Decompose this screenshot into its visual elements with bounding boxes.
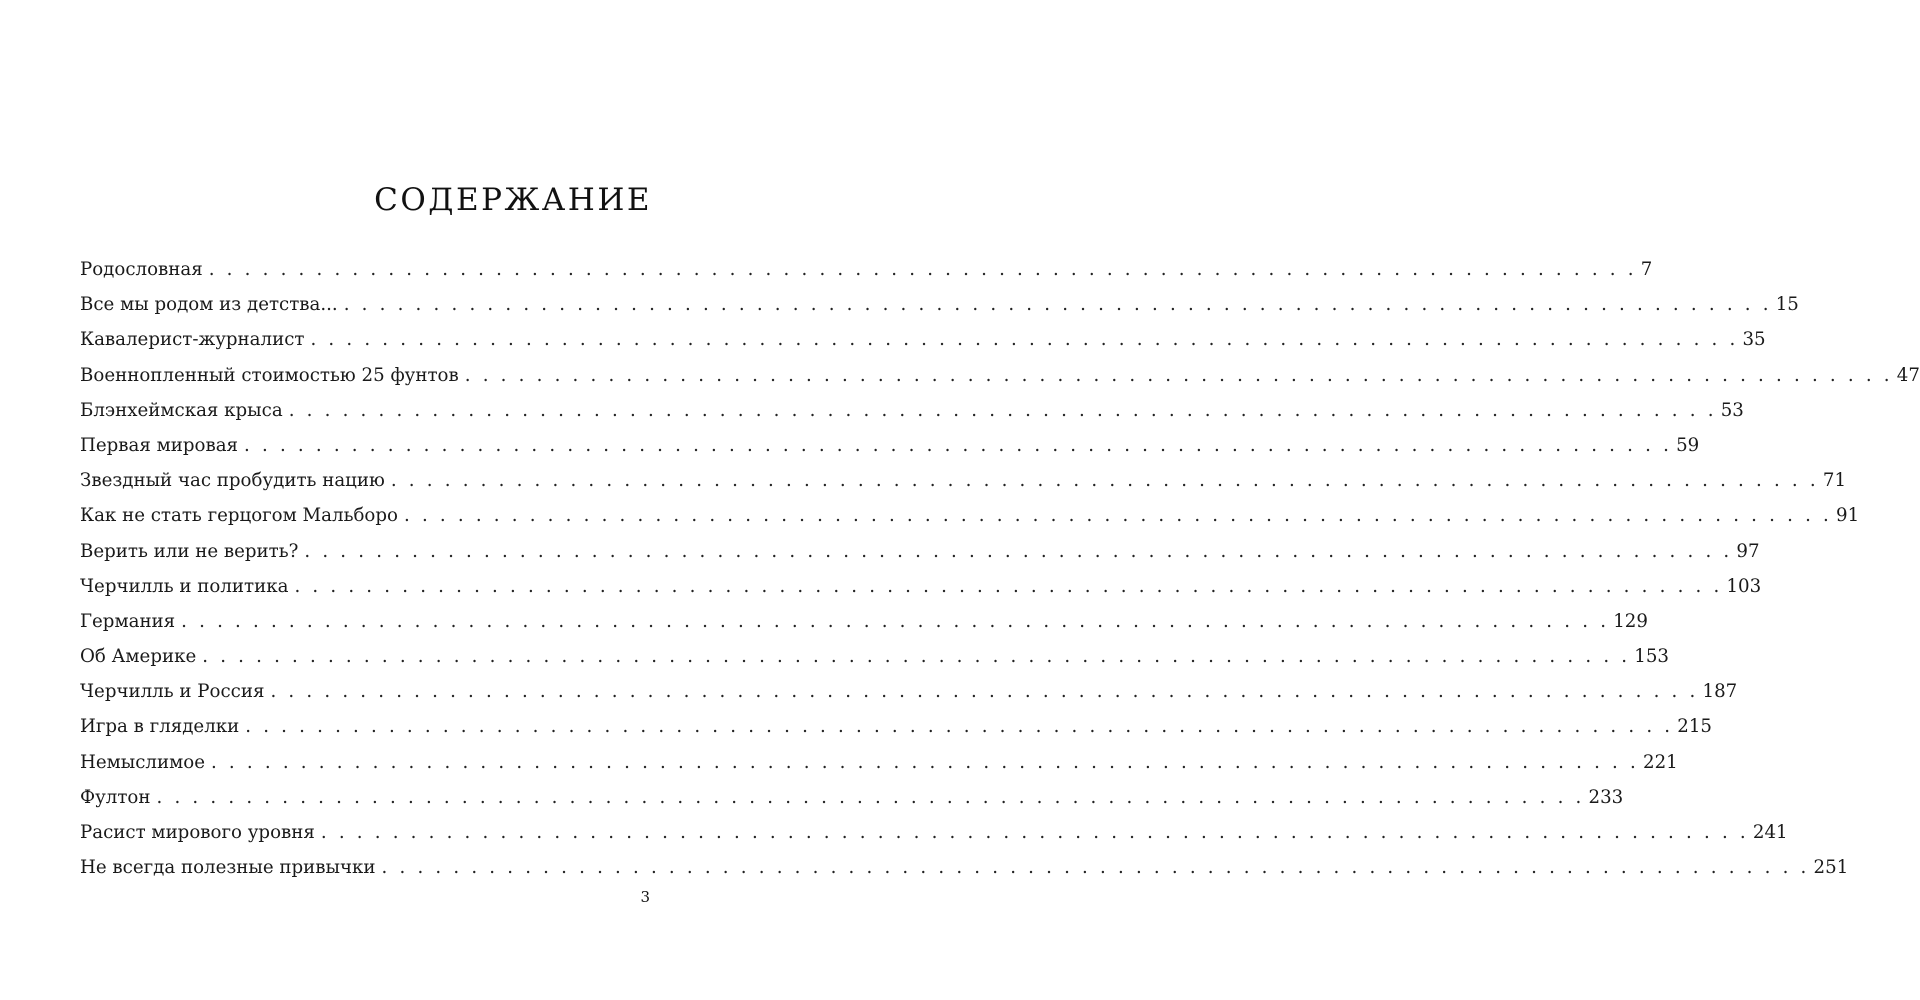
dot-leader: . . . . . . . . . . . . . . . . . . . . . . . . . . . . . . . . . . . . . . . . . . . . . . . . . . . . . . . . . . . . . . . . . . . . . . . . . . . . . . . . xyxy=(304,540,1733,562)
toc-entry[interactable] xyxy=(80,780,1624,815)
dot-leader: . . . . . . . . . . . . . . . . . . . . . . . . . . . . . . . . . . . . . . . . . . . . . . . . . . . . . . . . . . . . . . . . . . . . . . . . . . . . . . . . xyxy=(244,434,1673,456)
toc-entry[interactable] xyxy=(80,463,1847,498)
toc-entry-title: Об Америке xyxy=(80,639,202,674)
dot-leader: . . . . . . . . . . . . . . . . . . . . . . . . . . . . . . . . . . . . . . . . . . . . . . . . . . . . . . . . . . . . . . . . . . . . . . . . . . . . . . . . xyxy=(464,364,1893,386)
dot-leader: . . . . . . . . . . . . . . . . . . . . . . . . . . . . . . . . . . . . . . . . . . . . . . . . . . . . . . . . . . . . . . . . . . . . . . . . . . . . . . . . xyxy=(208,259,1637,280)
toc-entry[interactable] xyxy=(80,428,1700,463)
dot-leader: . . . . . . . . . . . . . . . . . . . . . . . . . . . . . . . . . . . . . . . . . . . . . . . . . . . . . . . . . . . . . . . . . . . . . . . . . . . . . . . . xyxy=(288,399,1717,421)
toc-entry-page-number: 129 xyxy=(1613,610,1648,632)
toc-entry[interactable] xyxy=(80,850,1849,885)
toc-entry-page-number: 153 xyxy=(1634,646,1669,668)
dot-leader: . . . . . . . . . . . . . . . . . . . . . . . . . . . . . . . . . . . . . . . . . . . . . . . . . . . . . . . . . . . . . . . . . . . . . . . . . . . . . . . . xyxy=(270,681,1699,703)
toc-entry-title: Блэнхеймская крыса xyxy=(80,393,289,428)
toc-entry[interactable] xyxy=(80,745,1678,780)
toc-entry[interactable] xyxy=(80,498,1860,533)
toc-entry-title: Как не стать герцогом Мальборо xyxy=(80,498,404,533)
dot-leader: . . . . . . . . . . . . . . . . . . . . . . . . . . . . . . . . . . . . . . . . . . . . . . . . . . . . . . . . . . . . . . . . . . . . . . . . . . . . . . . . xyxy=(156,786,1585,808)
toc-entry[interactable] xyxy=(80,252,1653,287)
toc-entry-page-number: 215 xyxy=(1677,716,1712,738)
toc-entry-title: Фултон xyxy=(80,780,157,815)
toc-entry[interactable] xyxy=(80,534,1760,569)
toc-entry-page-number: 241 xyxy=(1752,822,1788,843)
dot-leader: . . . . . . . . . . . . . . . . . . . . . . . . . . . . . . . . . . . . . . . . . . . . . . . . . . . . . . . . . . . . . . . . . . . . . . . . . . . . . . . . xyxy=(390,470,1819,492)
toc-entry[interactable] xyxy=(80,569,1762,604)
dot-leader: . . . . . . . . . . . . . . . . . . . . . . . . . . . . . . . . . . . . . . . . . . . . . . . . . . . . . . . . . . . . . . . . . . . . . . . . . . . . . . . . xyxy=(310,329,1739,351)
toc-entry-page-number: 221 xyxy=(1643,751,1678,773)
dot-leader: . . . . . . . . . . . . . . . . . . . . . . . . . . . . . . . . . . . . . . . . . . . . . . . . . . . . . . . . . . . . . . . . . . . . . . . . . . . . . . . . xyxy=(403,505,1833,527)
toc-entry-title: Первая мировая xyxy=(80,428,244,463)
dot-leader: . . . . . . . . . . . . . . . . . . . . . . . . . . . . . . . . . . . . . . . . . . . . . . . . . . . . . . . . . . . . . . . . . . . . . . . . . . . . . . . . xyxy=(210,751,1639,773)
toc-entry-title: Черчилль и Россия xyxy=(80,674,270,709)
toc-entry-title: Расист мирового уровня xyxy=(80,815,321,850)
toc-entry-page-number: 47 xyxy=(1896,364,1920,386)
toc-entry-title: Звездный час пробудить нацию xyxy=(80,463,391,498)
toc-entry-title: Верить или не верить? xyxy=(80,534,304,569)
dot-leader: . . . . . . . . . . . . . . . . . . . . . . . . . . . . . . . . . . . . . . . . . . . . . . . . . . . . . . . . . . . . . . . . . . . . . . . . . . . . . . . . xyxy=(202,646,1631,668)
dot-leader: . . . . . . . . . . . . . . . . . . . . . . . . . . . . . . . . . . . . . . . . . . . . . . . . . . . . . . . . . . . . . . . . . . . . . . . . . . . . . . . . xyxy=(294,575,1723,597)
dot-leader: . . . . . . . . . . . . . . . . . . . . . . . . . . . . . . . . . . . . . . . . . . . . . . . . . . . . . . . . . . . . . . . . . . . . . . . . . . . . . . . . xyxy=(343,294,1772,316)
toc-entry[interactable] xyxy=(80,639,1669,674)
dot-leader: . . . . . . . . . . . . . . . . . . . . . . . . . . . . . . . . . . . . . . . . . . . . . . . . . . . . . . . . . . . . . . . . . . . . . . . . . . . . . . . . xyxy=(381,857,1810,879)
toc-entry-page-number: 103 xyxy=(1726,575,1762,597)
toc-entry-title: Военнопленный стоимостью 25 фунтов xyxy=(80,358,465,393)
toc-entry[interactable] xyxy=(80,815,1788,850)
toc-entry-page-number: 251 xyxy=(1813,857,1849,879)
toc-entry[interactable] xyxy=(80,322,1766,357)
dot-leader: . . . . . . . . . . . . . . . . . . . . . . . . . . . . . . . . . . . . . . . . . . . . . . . . . . . . . . . . . . . . . . . . . . . . . . . . . . . . . . . . xyxy=(245,716,1674,738)
toc-entry[interactable] xyxy=(80,393,1744,428)
toc-entry-title: Германия xyxy=(80,604,181,639)
page-title: СОДЕРЖАНИЕ xyxy=(374,182,652,218)
toc-entry-title: Все мы родом из детства... xyxy=(80,287,344,322)
toc-entry-title: Немыслимое xyxy=(80,745,211,780)
dot-leader: . . . . . . . . . . . . . . . . . . . . . . . . . . . . . . . . . . . . . . . . . . . . . . . . . . . . . . . . . . . . . . . . . . . . . . . . . . . . . . . . xyxy=(320,822,1749,843)
toc-entry-page-number: 91 xyxy=(1836,505,1860,527)
toc-entry-title: Родословная xyxy=(80,252,209,287)
toc-entry-title: Не всегда полезные привычки xyxy=(80,850,382,885)
toc-entry[interactable] xyxy=(80,674,1738,709)
toc-entry-title: Кавалерист-журналист xyxy=(80,322,310,357)
toc-entry[interactable] xyxy=(80,287,1799,322)
toc-entry-page-number: 53 xyxy=(1720,399,1744,421)
toc-entry-page-number: 15 xyxy=(1775,294,1799,316)
toc-entry-page-number: 233 xyxy=(1588,786,1624,808)
dot-leader: . . . . . . . . . . . . . . . . . . . . . . . . . . . . . . . . . . . . . . . . . . . . . . . . . . . . . . . . . . . . . . . . . . . . . . . . . . . . . . . . xyxy=(181,610,1610,632)
toc-entry-page-number: 7 xyxy=(1640,259,1653,280)
page-number: 3 xyxy=(640,888,650,906)
table-of-contents xyxy=(80,252,1920,885)
toc-entry-title: Игра в гляделки xyxy=(80,709,245,744)
toc-entry-page-number: 59 xyxy=(1676,434,1700,456)
toc-entry[interactable] xyxy=(80,604,1648,639)
toc-entry[interactable] xyxy=(80,709,1712,744)
toc-entry-page-number: 35 xyxy=(1742,329,1766,351)
toc-entry[interactable] xyxy=(80,358,1920,393)
toc-entry-page-number: 71 xyxy=(1822,470,1847,492)
toc-entry-title: Черчилль и политика xyxy=(80,569,294,604)
toc-entry-page-number: 97 xyxy=(1736,540,1760,562)
toc-entry-page-number: 187 xyxy=(1702,681,1738,703)
